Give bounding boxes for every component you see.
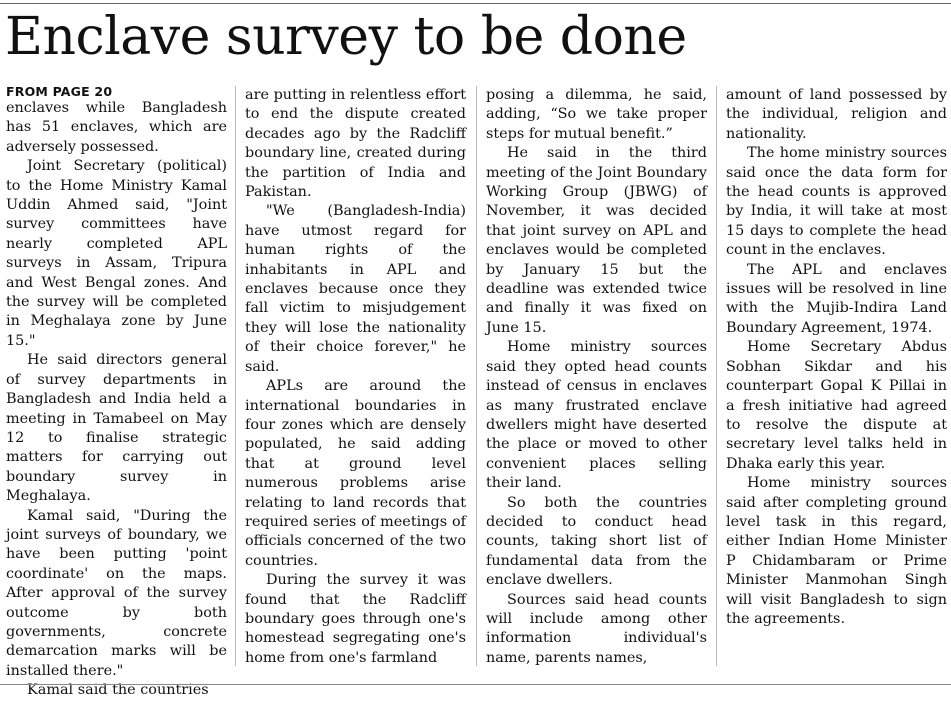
article-paragraph: Kamal said, "During the joint surveys of boundary, we have been putting 'point coordinate' on the maps. After approval of the survey outcome by both governments, concrete demarcation marks will be installed there." — [6, 507, 227, 679]
article-paragraph: Home ministry sources said after completing ground level task in this regard, either Indian Home Minister P Chidambaram or Prime Minister Manmohan Singh will visit Bangladesh to sign the agreements. — [726, 475, 947, 627]
article-paragraph: are putting in relentless effort to end the dispute created decades ago by the Radcliff boundary line, created during the partition of India and Pakistan. — [245, 87, 466, 201]
article-paragraph: The home ministry sources said once the data form for the head counts is approved by India, it will take at most 15 days to complete the head count in the enclaves. — [726, 145, 947, 259]
article-paragraph: Joint Secretary (political) to the Home Ministry Kamal Uddin Ahmed said, "Joint survey committees have nearly completed APL surveys in Assam, Tripura and West Bengal zones. And the survey will be completed in Meghalaya zone by June 15." — [6, 158, 227, 349]
article-paragraph: So both the countries decided to conduct head counts, taking short list of fundamental data from the enclave dwellers. — [486, 494, 707, 589]
article-paragraph: He said in the third meeting of the Joint Boundary Working Group (JBWG) of November, it was decided that joint survey on APL and enclaves would be completed by January 15 but the deadline was extended twice and finally it was fixed on June 15. — [486, 145, 707, 336]
top-rule — [0, 3, 951, 4]
article-paragraph: Sources said head counts will include among other information individual's name, parents names, — [486, 591, 707, 666]
article-paragraph: enclaves while Bangladesh has 51 enclaves, which are adversely possessed. — [6, 100, 227, 155]
column-divider — [716, 86, 717, 666]
article-paragraph: amount of land possessed by the individual, religion and nationality. — [726, 87, 947, 142]
article-column-4 — [726, 86, 947, 686]
bottom-rule — [0, 684, 951, 685]
article-paragraph: Home Secretary Abdus Sobhan Sikdar and his counterpart Gopal K Pillai in a fresh initiative had agreed to resolve the dispute at secretary level talks held in Dhaka early this year. — [726, 339, 947, 472]
article-column-1 — [6, 84, 227, 699]
column-divider — [476, 86, 477, 666]
article-column-2 — [245, 86, 466, 686]
headline: Enclave survey to be done — [5, 7, 687, 67]
article-paragraph: posing a dilemma, he said, adding, “So we take proper steps for mutual benefit.” — [486, 87, 707, 142]
article-paragraph: Home ministry sources said they opted head counts instead of census in enclaves as many frustrated enclave dwellers might have deserted the place or moved to other convenient places selling their land. — [486, 339, 707, 492]
article-paragraph: The APL and enclaves issues will be resolved in line with the Mujib-Indira Land Boundary Agreement, 1974. — [726, 261, 947, 336]
article-paragraph: During the survey it was found that the Radcliff boundary goes through one's homestead segregating one's home from one's farmland — [245, 572, 466, 666]
continuation-kicker: FROM PAGE 20 — [6, 84, 113, 99]
column-divider — [235, 86, 236, 666]
article-paragraph: APLs are around the international boundaries in four zones which are densely populated, he said adding that at ground level numerous problems arise relating to land records that required series of meetings of officials concerned of the two countries. — [245, 378, 466, 569]
article-column-3 — [486, 86, 707, 686]
article-paragraph: Kamal said the countries — [27, 682, 209, 699]
article-paragraph: "We (Bangladesh-India) have utmost regard for human rights of the inhabitants in APL and enclaves because once they fall victim to misjudgement they will lose the nationality of their choice forever," he said. — [245, 203, 466, 375]
article-paragraph: He said directors general of survey departments in Bangladesh and India held a meeting in Tamabeel on May 12 to finalise strategic matters for carrying out boundary survey in Meghalaya. — [6, 352, 227, 505]
